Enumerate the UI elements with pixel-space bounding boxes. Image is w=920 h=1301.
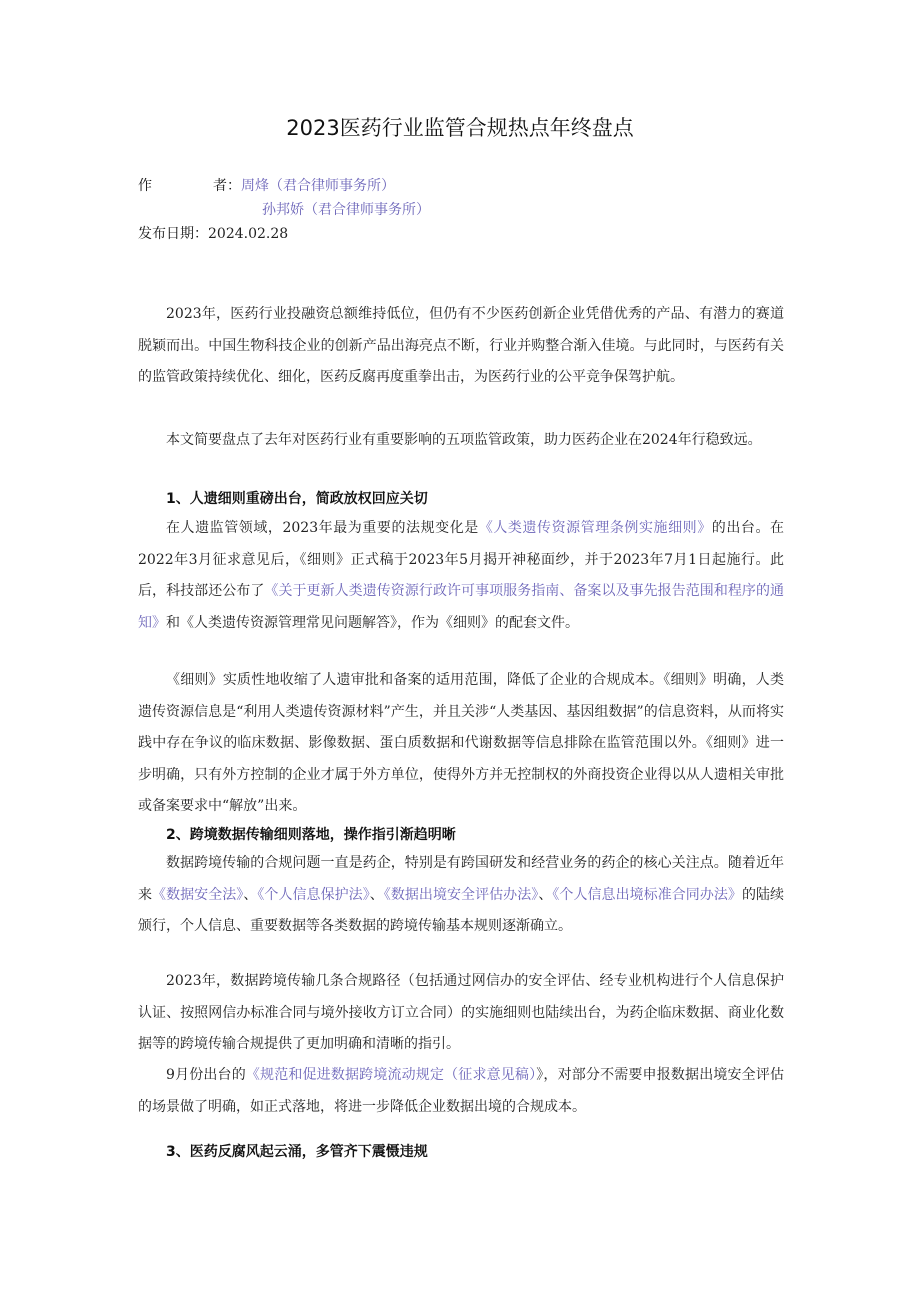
section-heading-3: 3、医药反腐风起云涌，多管齐下震慑违规	[166, 1144, 428, 1160]
author-2-row	[262, 200, 430, 220]
author-label: 作 者：	[138, 178, 241, 194]
section-heading-2: 2、跨境数据传输细则落地，操作指引渐趋明晰	[166, 827, 456, 843]
section-2-paragraph-2: 2023年，数据跨境传输几条合规路径（包括通过网信办的安全评估、经专业机构进行个人信息保护认证、按照网信办标准合同与境外接收方订立合同）的实施细则也陆续出台，为药企临床数据、商业化数据等的跨境传输合规提供了更加明确和清晰的指引。	[138, 973, 784, 1052]
summary-paragraph: 本文简要盘点了去年对医药行业有重要影响的五项监管政策，助力医药企业在2024年行稳致远。	[166, 432, 762, 448]
section-heading-1: 1、人遗细则重磅出台，简政放权回应关切	[166, 491, 428, 507]
regulation-link[interactable]: 《人类遗传资源管理条例实施细则》	[478, 520, 712, 536]
notice-link[interactable]: 《关于更新人类遗传资源行政许可事项服务指南、备案以及事先报告范围和程序的通知》	[138, 583, 785, 631]
author-row	[138, 176, 395, 196]
page-title: 2023医药行业监管合规热点年终盘点	[286, 116, 634, 140]
date-value: 2024.02.28	[208, 226, 289, 242]
cross-border-rule-link[interactable]: 《规范和促进数据跨境流动规定（征求意见稿）	[245, 1067, 537, 1083]
standard-contract-link[interactable]: 《个人信息出境标准合同办法》	[552, 886, 742, 903]
author-1-link[interactable]: 周烽（君合律师事务所）	[241, 178, 395, 194]
section-2-paragraph-1: 数据跨境传输的合规问题一直是药企，特别是有跨国研发和经营业务的药企的核心关注点。随着近年来《数据安全法》、《个人信息保护法》、《数据出境安全评估办法》、《个人信息出境标准合同办法》的陆续颁行，个人信息、重要数据等各类数据的跨境传输基本规则逐渐确立。	[138, 855, 785, 934]
data-export-assessment-link[interactable]: 《数据出境安全评估办法》	[383, 886, 539, 903]
author-2-link[interactable]: 孙邦娇（君合律师事务所）	[262, 202, 430, 218]
section-2-paragraph-3: 9月份出台的《规范和促进数据跨境流动规定（征求意见稿）》，对部分不需要申报数据出境安全评估的场景做了明确，如正式落地，将进一步降低企业数据出境的合规成本。	[138, 1067, 784, 1115]
intro-paragraph: 2023年，医药行业投融资总额维持低位，但仍有不少医药创新企业凭借优秀的产品、有潜力的赛道脱颖而出。中国生物科技企业的创新产品出海亮点不断，行业并购整合渐入佳境。与此同时，与医药有关的监管政策持续优化、细化，医药反腐再度重拳出击，为医药行业的公平竞争保驾护航。	[138, 306, 784, 385]
section-1-paragraph-1: 在人遗监管领域，2023年最为重要的法规变化是《人类遗传资源管理条例实施细则》的出台。在2022年3月征求意见后，《细则》正式稿于2023年5月揭开神秘面纱，并于2023年7月1日起施行。此后，科技部还公布了《关于更新人类遗传资源行政许可事项服务指南、备案以及事先报告范围和程序的通知》和《人类遗传资源管理常见问题解答》，作为《细则》的配套文件。	[138, 520, 785, 631]
date-row	[138, 224, 288, 244]
section-1-paragraph-2: 《细则》实质性地收缩了人遗审批和备案的适用范围，降低了企业的合规成本。《细则》明确，人类遗传资源信息是“利用人类遗传资源材料”产生，并且关涉“人类基因、基因组数据”的信息资料，从而将实践中存在争议的临床数据、影像数据、蛋白质数据和代谢数据等信息排除在监管范围以外。《细则》进一步明确，只有外方控制的企业才属于外方单位，使得外方并无控制权的外商投资企业得以从人遗相关审批或备案要求中“解放”出来。	[138, 672, 784, 814]
data-security-law-link[interactable]: 《数据安全法》	[152, 886, 244, 903]
personal-info-law-link[interactable]: 《个人信息保护法》	[257, 886, 370, 903]
date-label: 发布日期：	[138, 226, 208, 242]
